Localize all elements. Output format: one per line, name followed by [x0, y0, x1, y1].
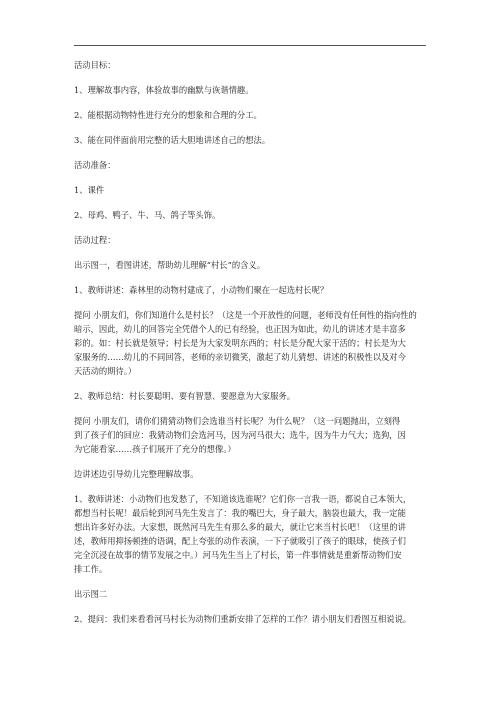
text-line: 想出许多好办法。大家想，既然河马先生有那么多的最大，就让它来当村长吧！（这里的讲 [74, 522, 406, 532]
text-line: 彩的。如：村长就是领导；村长是为大家发明东西的；村长是分配大家干活的；村长是为大 [74, 338, 406, 348]
text-line: 述，教师用抑扬顿挫的语调，配上夸张的动作表演，一下子就吸引了孩子的眼球，使孩子们 [74, 536, 406, 546]
document-body [74, 58, 429, 626]
paragraph-gap [74, 272, 429, 283]
paragraph [74, 233, 429, 247]
text-line: 暗示，因此，幼儿的回答完全凭借个人的已有经验，也正因为如此，幼儿的讲述才是丰富多 [74, 324, 406, 334]
paragraph-gap [74, 378, 429, 389]
text-line: 1、课件 [74, 185, 105, 195]
text-line: 到了孩子们的回应：我猜动物们会选河马，因为河马很大；选牛，因为牛力气大；选狗，因 [74, 430, 406, 440]
text-line: 活动目标： [74, 60, 116, 70]
paragraph-gap [74, 72, 429, 83]
text-line: 2、提问：我们来看看河马村长为动物们重新安排了怎样的工作？请小朋友们看图互相说说。 [74, 614, 412, 624]
text-line: 家服务的……幼儿的不同回答，老师的亲切微笑，激起了幼儿猜想、讲述的积极性以及对今 [74, 352, 406, 362]
text-line: 完全沉浸在故事的情节发展之中。）河马先生当上了村长，第一件事情就是重新帮动物们安 [74, 550, 402, 560]
paragraph [74, 208, 429, 222]
paragraph-gap [74, 297, 429, 308]
text-line: 1、理解故事内容，体验故事的幽默与诙谐情趣。 [74, 85, 254, 95]
text-line: 1、教师讲述：小动物们也发愁了，不知道该选谁呢？它们你一言我一语，都说自己本领大， [74, 494, 412, 504]
paragraph [74, 308, 429, 378]
text-line: 边讲述边引导幼儿完整理解故事。 [74, 469, 199, 479]
header-rule [74, 45, 426, 46]
paragraph [74, 492, 429, 576]
paragraph-gap [74, 197, 429, 208]
text-line: 提问 小朋友们，请你们猜猜动物们会选谁当村长呢？为什么呢？（这一问题抛出，立刻得 [74, 416, 401, 426]
paragraph [74, 83, 429, 97]
paragraph [74, 612, 429, 626]
paragraph [74, 389, 429, 403]
text-line: 2、能根据动物特性进行充分的想象和合理的分工。 [74, 110, 262, 120]
text-line: 天活动的期待。） [74, 366, 137, 376]
text-line: 1、教师讲述：森林里的动物村建成了，小动物们聚在一起选村长呢？ [74, 285, 329, 295]
text-line: 活动准备： [74, 160, 116, 170]
paragraph [74, 283, 429, 297]
paragraph-gap [74, 147, 429, 158]
paragraph [74, 414, 429, 456]
paragraph [74, 58, 429, 72]
paragraph [74, 467, 429, 481]
paragraph [74, 183, 429, 197]
paragraph-gap [74, 576, 429, 587]
paragraph-gap [74, 97, 429, 108]
paragraph-gap [74, 601, 429, 612]
text-line: 3、能在同伴面前用完整的话大胆地讲述自己的想法。 [74, 135, 271, 145]
text-line: 提问 小朋友们，你们知道什么是村长？（这是一个开放性的问题，老师没有任何性的指向性的 [74, 310, 417, 320]
paragraph [74, 158, 429, 172]
paragraph-gap [74, 403, 429, 414]
text-line: 出示图二 [74, 589, 108, 599]
paragraph [74, 587, 429, 601]
text-line: 都想当村长呢！最后轮到河马先生发言了：我的嘴巴大，身子最大，脑袋也最大，我一定能 [74, 508, 406, 518]
paragraph-gap [74, 456, 429, 467]
text-line: 排工作。 [74, 564, 108, 574]
text-line: 活动过程： [74, 235, 116, 245]
paragraph-gap [74, 481, 429, 492]
paragraph-gap [74, 122, 429, 133]
paragraph [74, 133, 429, 147]
text-line: 2、母鸡、鸭子、牛、马、鸽子等头饰。 [74, 210, 221, 220]
text-line: 出示图一，看图讲述，帮助幼儿理解“村长”的含义。 [74, 260, 266, 270]
text-line: 为它能看家……孩子们展开了充分的想像。） [74, 444, 236, 454]
paragraph-gap [74, 247, 429, 258]
text-line: 2、教师总结：村长要聪明、要有智慧、要愿意为大家服务。 [74, 391, 295, 401]
paragraph-gap [74, 222, 429, 233]
paragraph-gap [74, 172, 429, 183]
paragraph [74, 258, 429, 272]
paragraph [74, 108, 429, 122]
